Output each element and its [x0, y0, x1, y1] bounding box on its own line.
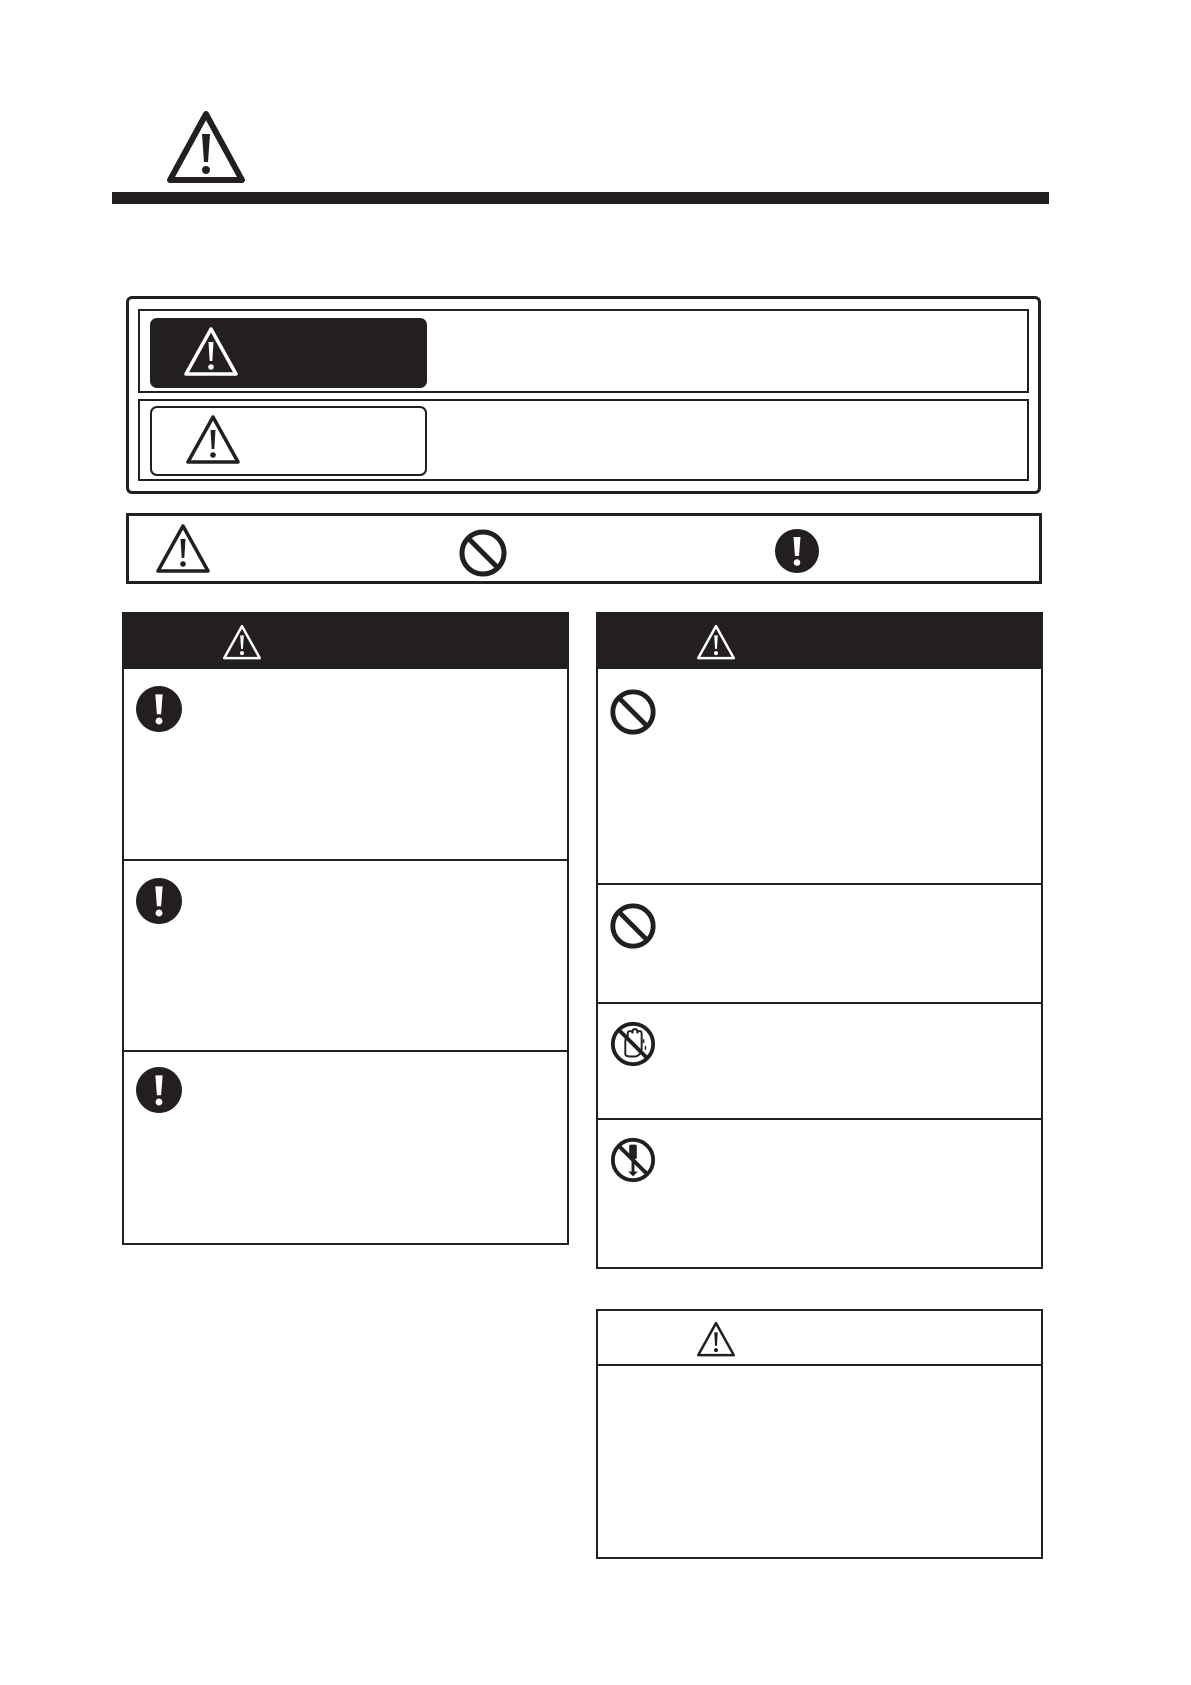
- symbol-legend-bar: [126, 513, 1042, 584]
- title-warning-icon: [166, 110, 246, 184]
- item-divider: [598, 883, 1041, 885]
- panel-header: [598, 614, 1041, 669]
- mandatory-action-icon: [135, 1066, 183, 1114]
- prohibition-icon: [609, 902, 657, 950]
- signal-badge-outlined: [150, 406, 427, 476]
- no-wet-hands-icon: [609, 1020, 657, 1068]
- prohibition-icon: [609, 688, 657, 736]
- warning-triangle-icon: [696, 1321, 736, 1358]
- warning-triangle-icon: [696, 624, 736, 661]
- signal-badge-filled: [150, 318, 427, 388]
- no-disassembly-icon: [609, 1136, 657, 1184]
- heading-rule: [112, 192, 1049, 204]
- item-divider: [124, 859, 567, 861]
- mandatory-action-icon: [135, 685, 183, 733]
- warning-panel-left: [122, 612, 569, 1245]
- item-divider: [124, 1050, 567, 1052]
- warning-triangle-icon: [155, 523, 211, 575]
- prohibition-icon: [458, 528, 508, 578]
- item-divider: [598, 1002, 1041, 1004]
- warning-triangle-icon: [183, 326, 239, 378]
- warning-triangle-icon: [222, 624, 262, 661]
- caution-panel: [596, 1309, 1043, 1559]
- warning-panel-right: [596, 612, 1043, 1269]
- item-divider: [598, 1118, 1041, 1120]
- panel-header: [598, 1311, 1041, 1366]
- mandatory-action-icon: [135, 877, 183, 925]
- warning-triangle-icon: [185, 414, 241, 466]
- mandatory-action-icon: [774, 528, 820, 574]
- panel-header: [124, 614, 567, 669]
